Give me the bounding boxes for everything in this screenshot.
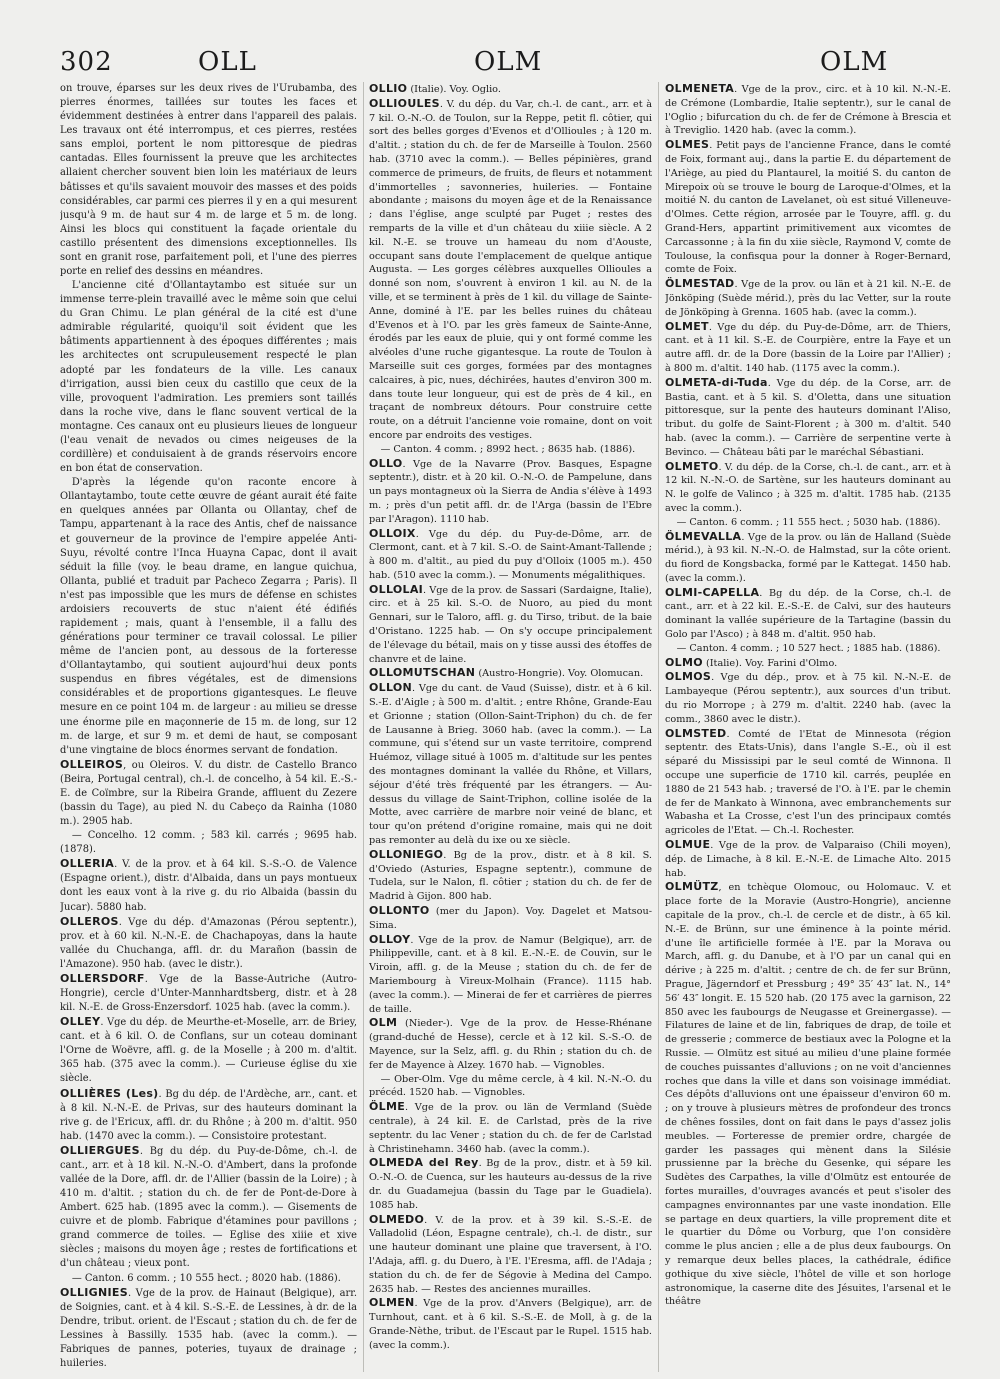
entry-text: , ou Oleiros. V. du distr. de Castello Branco (Beira, Portugal central), ch.-l. de concelho, à 54 kil. E.-S.-E. de Coïmbre, sur la Ribeira Grande, affluent du Zezere (bassin du Tage), au pied N. du Cabeço da Rainha (1080 m.). 2905 hab. [60,759,357,828]
entry-text: . Bg du dép. de la Corse, ch.-l. de cant., arr. et à 22 kil. E.-S.-E. de Calvi, sur des hauteurs dominant la vallée supérieure de la Tartagine (bassin du Golo par l'Asco) ; à 848 m. d'altit. 950 hab. [665,587,951,641]
entry-headword: OLMO [665,655,703,669]
dictionary-entry [665,727,951,838]
column-3 [665,82,951,1372]
entry-headword: ÖLMESTAD [665,277,735,291]
entry-headword: OLLEY [60,1015,101,1029]
dictionary-entry [60,1286,357,1371]
entry-text: . Bg de la prov., distr. et à 59 kil. O.-N.-O. de Cuenca, sur les hauteurs au-dessus de la rive dr. du Guadamejua (bassin du Tage par le Guadiela). 1085 hab. [369,1158,652,1211]
dictionary-entry [369,904,652,933]
entry-headword: OLMUE [665,838,711,852]
entry-paragraph [60,279,357,476]
entry-headword: OLMETA-di-Tuda [665,375,768,389]
entry-text: . Vge de la prov. de Valparaiso (Chili moyen), dép. de Limache, à 8 kil. E.-N.-E. de Limache Alto. 2015 hab. [665,840,951,879]
dictionary-entry [369,457,652,527]
entry-paragraph [60,829,357,857]
entry-text: . Vge de la prov. ou län de Halland (Suède mérid.), à 93 kil. N.-N.-O. de Halmstad, sur la côte orient. du fiord de Kongsbacka, formé par le Kattegat. 1450 hab. (avec la comm.). [665,531,951,584]
entry-headword: OLLOMUTSCHAN [369,666,476,680]
entry-text: . Vge de la prov. de Sassari (Sardaigne, Italie), circ. et à 25 kil. S.-O. de Nuoro, au pied du mont Gennari, sur le Taloro, affl. g. du Tirso, tribut. de la baie d'Oristano. 1225 hab. — On s'y occupe principalement de l'élevage du bétail, mais on y tisse aussi des étoffes de chanvre et de laine. [369,584,652,665]
entry-text: . Vge de la prov. de Hainaut (Belgique), arr. de Soignies, cant. et à 4 kil. S.-S.-E. de Lessines, à dr. de la Dendre, tribut. orient. de l'Escaut ; station du ch. de fer de Lessines à Bassilly. 1535 hab. (avec la comm.). — Fabriques de pannes, poteries, tuyaux de drainage ; huileries. [60,1287,357,1370]
column-1 [60,82,357,1372]
entry-headword: OLLIGNIES [60,1285,128,1299]
entry-headword: OLLIO [369,82,408,95]
entry-headword: OLLONIEGO [369,847,444,861]
entry-text: . Comté de l'Etat de Minnesota (région septentr. des Etats-Unis), dans l'angle S.-E., où il est séparé du Mississipi par le seul comté de Winnona. Il occupe une superficie de 1710 kil. carrés, peuplée en 1880 de 21 543 hab. ; traversé de l'O. à l'E. par le chemin de fer de Mankato à Winnona, avec embranchements sur Wabasha et La Crosse, c'est l'un des principaux comtés agricoles de l'Etat. — Ch.-l. Rochester. [665,728,951,837]
entry-text: (Nieder-). Vge de la prov. de Hesse-Rhénane (grand-duché de Hesse), cercle et à 12 kil. S.-S.-O. de Mayence, sur la Selz, affl. g. du Rhin ; station du ch. de fer de Mayence à Alzey. 1670 hab. — Vignobles. [369,1018,652,1071]
dictionary-entry [60,1015,357,1086]
entry-text: . Vge de la prov. de Namur (Belgique), arr. de Philippeville, cant. et à 8 kil. E.-N.-E. de Couvin, sur le Viroin, affl. g. de la Meuse ; station du ch. de fer de Mariembourg à Vireux-Molhain (France). 1115 hab. (avec la comm.). — Minerai de fer et carrières de pierres de taille. [369,934,652,1015]
column-divider [658,82,659,1372]
entry-text: . V. du dép. du Var, ch.-l. de cant., arr. et à 7 kil. O.-N.-O. de Toulon, sur la Reppe, petit fl. côtier, qui sort des belles gorges d'Evenos et d'Ollioules ; à 120 m. d'altit. ; station du ch. de fer de Marseille à Toulon. 2560 hab. (3710 avec la comm.). — Belles pépinières, grand commerce de primeurs, de fruits, de fleurs et notamment d'immortelles ; savonneries, huileries. — Fontaine abondante ; maisons du moyen âge et de la Renaissance ; dans l'église, ange sculpté par Puget ; restes des remparts de la ville et d'un château du xiiie siècle. A 2 kil. N.-E. se trouve un hameau du nom d'Aouste, occupant sans doute l'emplacement de quelque antique Augusta. — Les gorges célèbres auxquelles Ollioules a donné son nom, s'ouvrent à environ 1 kil. au N. de la ville, et se terminent à près de 1 kil. du village de Sainte-Anne, dominé à l'E. par les belles ruines du château d'Evenos et à l'O. par les grès fameux de Sainte-Anne, érodés par les eaux de pluie, qui y ont formé comme les alvéoles d'une ruche gigantesque. La route de Toulon à Marseille suit ces gorges, formées par des montagnes calcaires, à pic, nues, déchirées, hautes d'environ 300 m. dans toute leur longueur, qui est de près de 4 kil., en traçant de nombreux détours. Pour construire cette route, on a détruit l'ancienne voie romaine, dont on voit encore par endroits des vestiges. [369,98,652,441]
dictionary-entry [369,97,652,443]
entry-text: . Petit pays de l'ancienne France, dans le comté de Foix, formant auj., dans la partie E. du département de l'Ariège, au pied du Plantaurel, la moitié S. du canton de Mirepoix où se trouve le bourg de Laroque-d'Olmes, et la moitié N. du canton de Lavelanet, où est situé Villeneuve-d'Olmes. Cette région, arrosée par le Touyre, affl. g. du Grand-Hers, appartint primitivement aux vicomtes de Carcassonne ; à la fin du xiie siècle, Raymond V, comte de Toulouse, la confisqua pour la donner à Roger-Bernard, comte de Foix. [665,140,951,276]
dictionary-entry [665,277,951,319]
running-head-left: OLL [198,47,257,77]
entry-headword: OLMI-CAPELLA [665,585,760,599]
entry-headword: OLLONTO [369,904,430,918]
entry-text: . Vge du cant. de Vaud (Suisse), distr. et à 6 kil. S.-E. d'Aigle ; à 500 m. d'altit. ; entre Rhône, Grande-Eau et Grionne ; station (Ollon-Saint-Triphon) du ch. de fer de Lausanne à Brieg. 3060 hab. (avec la comm.). — La commune, qui s'étend sur un vaste territoire, comprend Huémoz, village situé à 1005 m. d'altitude sur les pentes des montagnes dominant la vallée du Rhône, et Villars, séjour d'été très fréquenté par les étrangers. — Au-dessus du village de Saint-Triphon, colline isolée de la Motte, avec carrière de marbre noir veiné de blanc, et tour qu'on prétend d'origine romaine, mais qui ne doit pas remonter au delà du ixe ou xe siècle. [369,683,652,847]
dictionary-entry [369,1296,652,1352]
dictionary-entry [665,376,951,460]
entry-paragraph [60,476,357,758]
entry-paragraph [369,1073,652,1101]
entry-headword: OLLERSDORF [60,971,145,985]
dictionary-entry [60,1144,357,1272]
entry-text: — Concelho. 12 comm. ; 583 kil. carrés ; 9695 hab. (1878). [60,830,357,856]
running-head-right: OLM [820,47,889,77]
entry-text: — Canton. 4 comm. ; 10 527 hect. ; 1885 hab. (1886). [676,642,941,654]
column-2 [369,82,652,1372]
dictionary-entry [60,857,357,914]
entry-text: . V. de la prov. et à 64 kil. S.-S.-O. de Valence (Espagne orient.), distr. d'Albaida, dans un pays montueux dont les eaux vont à la rive g. du rio Albaida (bassin du Jucar). 5880 hab. [60,859,357,913]
entry-text: . Vge de la prov., circ. et à 10 kil. N.-N.-E. de Crémone (Lombardie, Italie septentr.), sur le canal de l'Oglio ; bifurcation du ch. de fer de Crémone à Brescia et à Treviglio. 1420 hab. (avec la comm.). [665,84,951,137]
entry-headword: ÖLME [369,1100,406,1114]
entry-headword: OLLIÈRES (Les) [60,1086,159,1100]
page-number: 302 [60,47,113,77]
entry-headword: OLMET [665,319,709,333]
entry-text: — Ober-Olm. Vge du même cercle, à 4 kil. N.-N.-O. du précéd. 1520 hab. — Vignobles. [369,1073,652,1099]
entry-text: . V. de la prov. et à 39 kil. S.-S.-E. de Valladolid (Léon, Espagne centrale), ch.-l. de distr., sur une hauteur dominant une plaine que traversent, à l'O. l'Adaja, affl. g. du Duero, à l'E. l'Eresma, affl. de l'Adaja ; station du ch. de fer de Ségovie à Medina del Campo. 2635 hab. — Restes des anciennes murailles. [369,1214,652,1295]
entry-headword: ÖLMEVALLA [665,529,742,543]
entry-headword: OLLON [369,681,413,695]
entry-headword: OLM [369,1016,398,1030]
entry-headword: OLMEN [369,1296,415,1310]
dictionary-entry [369,666,652,681]
entry-text: (mer du Japon). Voy. Dagelet et Matsou-Sima. [369,906,652,931]
entry-text: . Vge de la prov. ou län et à 21 kil. N.-E. de Jönköping (Suède mérid.), près du lac Vetter, sur la route de Jönköping à Grenna. 1605 hab. (avec la comm.). [665,279,951,318]
dictionary-entry [665,880,951,1309]
dictionary-entry [665,656,951,671]
running-head-center: OLM [474,47,543,77]
entry-text: . Vge de la prov. d'Anvers (Belgique), arr. de Turnhout, cant. et à 6 kil. S.-S.-E. de Moll, à g. de la Grande-Nèthe, tribut. de l'Escaut par le Rupel. 1515 hab. (avec la comm.). [369,1298,652,1351]
dictionary-entry [665,138,951,277]
entry-headword: OLLEIROS [60,757,124,771]
entry-text: , en tchèque Olomouc, ou Holomauc. V. et place forte de la Moravie (Austro-Hongrie), ancienne capitale de la prov., ch.-l. de cercle et de distr., à 65 kil. N.-E. de Brünn, sur une éminence à la pointe mérid. d'une île artificielle formée à l'E. par la Morava ou March, affl. g. du Danube, et à l'O par un canal qui en dérive ; à 225 m. d'altit. ; centre de ch. de fer sur Brünn, Prague, Jägerndorf et Pressburg ; 49° 35′ 43″ lat. N., 14° 56′ 43″ longit. E. 15 520 hab. (20 175 avec la garnison, 22 850 avec les faubourgs de Neugasse et Greinergasse). — Filatures de laine et de lin, fabriques de drap, de toile et de gresserie ; commerce de bestiaux avec la Pologne et la Russie. — Olmütz est situé au milieu d'une plaine formée de couches puissantes d'alluvions ; on ne voit d'anciennes roches que dans la ville et dans son voisinage immédiat. Ces dépôts d'alluvions ont une épaisseur d'environ 60 m. ; on y trouve à plusieurs mètres de profondeur des troncs de chênes fossiles, dont on fait dans le pays d'assez jolis meubles. — Forteresse de premier ordre, chargée de garder les passages qui mènent dans la Silésie prussienne par la brèche du Gesenke, qui sépare les Sudètes des Carpathes, la ville d'Olmütz est entourée de fortes murailles, d'ouvrages avancés et peut s'isoler des campagnes environnantes par une vaste inondation. Elle se partage en deux quartiers, la ville proprement dite et le quartier du Dôme ou Vorburg, que l'on considère comme le plus ancien ; elle a de plus deux faubourgs. On y remarque deux belles places, la cathédrale, édifice gothique du xive siècle, l'hôtel de ville et son horloge astronomique, la caserne dite des Jésuites, l'arsenal et le théâtre [665,882,951,1308]
entry-text: . Vge du dép., prov. et à 75 kil. N.-N.-E. de Lambayeque (Pérou septentr.), aux sources d'un tribut. du rio Morrope ; à 279 m. d'altit. 2240 hab. (avec la comm., 3860 avec le distr.). [665,672,951,725]
entry-headword: OLMOS [665,670,712,684]
entry-text: D'après la légende qu'on raconte encore à Ollantaytambo, toute cette œuvre de géant aurait été faite en quelques années par Ollanta ou Ollantay, chef de Tampu, appartenant à la race des Antis, chef de naissance et gouverneur de la province de l'empire appelée Anti-Suyu, révolté contre l'Inca Huayna Capac, dont il avait séduit la fille (voy. le beau drame, en langue quichua, Ollanta, publié et traduit par Pacheco Zegarra ; Paris). Il n'est pas impossible que les murs de défense en schistes ardoisiers recouverts de stuc n'aient été édifiés rapidement ; mais, quant à l'ensemble, il a fallu des générations pour terminer ce travail colossal. Le pilier même de l'ancien pont, au dessous de la forteresse d'Ollantaytambo, qui soutient aujourd'hui deux ponts suspendus en fibres végétales, est de dimensions considérables et de proportions gigantesques. Le fleuve mesure en ce point 104 m. de largeur : au milieu se dresse une énorme pile en maçonnerie de 15 m. de long, sur 12 m. de large, et sur 9 m. et demi de haut, se composant d'une vingtaine de blocs énormes servant de fondation. [60,477,357,756]
dictionary-entry [60,915,357,972]
dictionary-entry [60,972,357,1015]
dictionary-entry [369,527,652,583]
dictionary-entry [665,586,951,642]
dictionary-entry [369,1156,652,1212]
entry-paragraph [665,642,951,656]
entry-text: . Vge du dép. de la Corse, arr. de Bastia, cant. et à 5 kil. S. d'Oletta, dans une situation pittoresque, sur la pente des hauteurs dominant l'Aliso, tribut. du golfe de Saint-Florent ; à 300 m. d'altit. 540 hab. (avec la comm.). — Carrière de serpentine verte à Bevinco. — Château bâti par le maréchal Sébastiani. [665,377,951,458]
entry-headword: OLLOY [369,932,411,946]
dictionary-entry [665,670,951,726]
dictionary-entry [369,848,652,904]
entry-headword: OLLOIX [369,526,416,540]
entry-text: . Vge du dép. du Puy-de-Dôme, arr. de Thiers, cant. et à 11 kil. S.-E. de Courpière, entre la Faye et un autre affl. dr. de la Dore (bassin de la Loire par l'Allier) ; à 800 m. d'altit. 140 hab. (1175 avec la comm.). [665,321,951,374]
entry-text: L'ancienne cité d'Ollantaytambo est située sur un immense terre-plein travaillé avec le même soin que celui du Gran Chimu. Le plan général de la cité est d'une admirable régularité, quoiqu'il soit évident que les bâtiments appartiennent à des époques différentes ; mais les architectes ont scrupuleusement respecté le plan adopté par les fondateurs de la ville. Les canaux d'irrigation, aussi bien ceux du castillo que ceux de la ville, provoquent l'admiration. Les premiers sont taillés dans la roche vive, dans le flanc souvent vertical de la montagne. Ces canaux ont eu plusieurs lieues de longueur (l'eau venait de nevados ou cimes neigeuses de la cordillère) et conduisaient à de grands réservoirs encore en bon état de conservation. [60,280,357,475]
entry-text: — Canton. 6 comm. ; 10 555 hect. ; 8020 hab. (1886). [71,1272,341,1284]
entry-text: — Canton. 4 comm. ; 8992 hect. ; 8635 hab. (1886). [380,443,636,455]
entry-text: . Vge de la Basse-Autriche (Autro-Hongrie), cercle d'Unter-Mannhardtsberg, distr. et à 28 kil. N.-E. de Gross-Enzersdorf. 1025 hab. (avec la comm.). [60,973,357,1014]
entry-text: on trouve, éparses sur les deux rives de l'Urubamba, des pierres énormes, taillées sur toutes les faces et évidemment destinées à entrer dans l'appareil des palais. Les travaux ont été interrompus, et ces pierres, restées sans emploi, portent le nom pittoresque de piedras cantadas. Elles fournissent la preuve que les architectes allaient chercher souvent bien loin les matériaux de leurs bâtisses et qu'ils savaient mouvoir des masses et des poids considérables, car parmi ces pierres il y en a qui mesurent jusqu'à 9 m. de haut sur 4 m. de large et 5 m. de long. Ainsi les blocs qui constituent la façade orientale du castillo présentent des dimensions exceptionnelles. Ils sont en granit rose, parfaitement poli, et l'une des pierres porte en relief des dessins en méandres. [60,83,357,278]
entry-text: . Vge du dép. d'Amazonas (Pérou septentr.), prov. et à 60 kil. N.-N.-E. de Chachapoyas, dans la haute vallée du Chuchanga, affl. dr. du Marañon (bassin de l'Amazone). 950 hab. (avec le distr.). [60,916,357,970]
entry-headword: OLMÜTZ [665,880,719,894]
entry-headword: OLMSTED [665,726,727,740]
entry-text: (Austro-Hongrie). Voy. Olomucan. [475,668,644,680]
entry-paragraph [60,1272,357,1286]
dictionary-entry [665,838,951,880]
entry-headword: OLLIOULES [369,96,440,110]
entry-paragraph [60,82,357,279]
entry-headword: OLLEROS [60,914,119,928]
entry-text: (Italie). Voy. Farini d'Olmo. [702,657,838,669]
entry-paragraph [665,516,951,530]
dictionary-entry [369,1016,652,1072]
dictionary-entry [665,460,951,516]
dictionary-entry [369,933,652,1017]
entry-text: . Vge du dép. du Puy-de-Dôme, arr. de Clermont, cant. et à 7 kil. S.-O. de Saint-Amant-Tallende ; à 800 m. d'altit., au pied du puy d'Olloix (1005 m.). 450 hab. (510 avec la comm.). — Monuments mégalithiques. [369,528,652,581]
entry-headword: OLMEDO [369,1212,425,1226]
entry-text: (Italie). Voy. Oglio. [407,84,501,95]
dictionary-entry [369,1213,652,1297]
entry-headword: OLLO [369,456,403,470]
entry-headword: OLMEDA del Rey [369,1156,479,1170]
dictionary-entry [60,1087,357,1144]
entry-text: . Vge de la Navarre (Prov. Basques, Espagne septentr.), distr. et à 20 kil. O.-N.-O. de Pampelune, dans un pays montagneux où la Sierra de Andia s'élève à 1493 m. ; près d'un petit affl. dr. de l'Arga (bassin de l'Ebre par l'Aragon). 1110 hab. [369,458,652,525]
dictionary-entry [369,583,652,667]
entry-headword: OLLOLAI [369,582,424,596]
dictionary-entry [60,758,357,829]
entry-text: . Bg de la prov., distr. et à 8 kil. S. d'Oviedo (Asturies, Espagne septentr.), commune de Tudela, sur le Nalon, fl. côtier ; station du ch. de fer de Madrid à Gijon. 800 hab. [369,849,652,903]
entry-text: . Bg du dép. de l'Ardèche, arr., cant. et à 8 kil. N.-N.-E. de Privas, sur des hauteurs dominant la rive g. de l'Ericux, affl. dr. du Rhône ; à 200 m. d'altit. 950 hab. (1470 avec la comm.). — Consistoire protestant. [60,1088,357,1142]
column-divider [363,82,364,1372]
entry-text: . V. du dép. de la Corse, ch.-l. de cant., arr. et à 12 kil. N.-N.-O. de Sartène, sur les hauteurs dominant au N. le golfe de Valinco ; à 325 m. d'altit. 1785 hab. (2135 avec la comm.). [665,461,951,514]
entry-text: . Bg du dép. du Puy-de-Dôme, ch.-l. de cant., arr. et à 18 kil. N.-N.-O. d'Ambert, dans la profonde vallée de la Dore, affl. dr. de l'Allier (bassin de la Loire) ; à 410 m. d'altit. ; station du ch. de fer de Pont-de-Dore à Ambert. 625 hab. (1895 avec la comm.). — Gisements de cuivre et de plomb. Fabrique d'étamines pour pavillons ; grand commerce de toiles. — Eglise des xiiie et xive siècles ; maisons du moyen âge ; restes de fortifications et d'un château ; vieux pont. [60,1145,357,1270]
dictionary-entry [665,82,951,138]
entry-headword: OLLERIA [60,857,115,871]
entry-headword: OLMENETA [665,82,735,95]
entry-text: — Canton. 6 comm. ; 11 555 hect. ; 5030 hab. (1886). [676,516,941,528]
dictionary-entry [665,530,951,586]
dictionary-entry [369,681,652,848]
dictionary-entry [665,320,951,376]
dictionary-entry [369,82,652,97]
dictionary-entry [369,1100,652,1156]
entry-text: . Vge du dép. de Meurthe-et-Moselle, arr. de Briey, cant. et à 6 kil. O. de Conflans, sur un coteau dominant l'Orne de Woëvre, affl. g. de la Moselle ; à 200 m. d'altit. 365 hab. (375 avec la comm.). — Curieuse église du xie siècle. [60,1017,357,1085]
entry-text: . Vge de la prov. ou län de Vermland (Suède centrale), à 24 kil. E. de Carlstad, près de la rive septentr. du lac Vener ; station du ch. de fer de Carlstad à Christinehamn. 3460 hab. (avec la comm.). [369,1102,652,1155]
entry-paragraph [369,443,652,457]
entry-headword: OLMETO [665,459,719,473]
entry-headword: OLMES [665,138,710,152]
entry-headword: OLLIERGUES [60,1143,140,1157]
